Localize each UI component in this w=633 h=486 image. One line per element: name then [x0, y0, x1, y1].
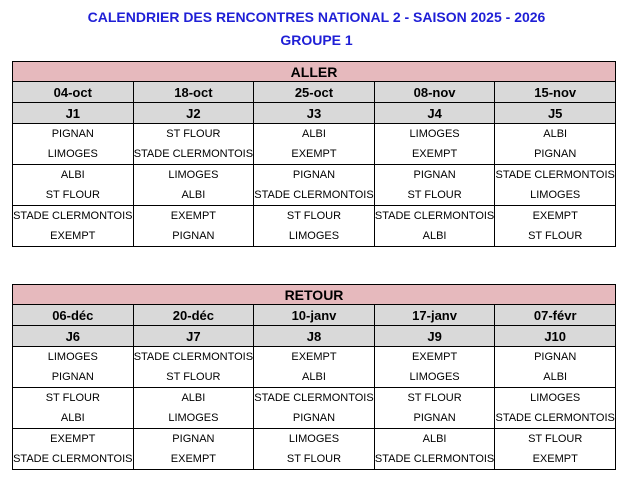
home-team: PIGNAN: [51, 128, 94, 140]
matchday-cell: J2: [133, 103, 254, 124]
match-cell: [495, 388, 616, 429]
match-cell: [133, 124, 254, 165]
home-team: PIGNAN: [292, 169, 336, 181]
home-team: LIMOGES: [288, 433, 340, 445]
match-cell: [13, 124, 134, 165]
date-cell: 04-oct: [13, 82, 134, 103]
match-cell: [495, 429, 616, 470]
home-team: STADE CLERMONTOIS: [13, 210, 133, 222]
away-team: LIMOGES: [530, 189, 581, 201]
home-team: STADE CLERMONTOIS: [133, 351, 254, 363]
away-team: EXEMPT: [411, 148, 458, 160]
away-team: PIGNAN: [413, 412, 456, 424]
home-team: ALBI: [181, 392, 206, 404]
home-team: LIMOGES: [47, 351, 98, 363]
home-team: PIGNAN: [413, 169, 456, 181]
away-team: ALBI: [422, 230, 447, 242]
home-team: ALBI: [60, 169, 85, 181]
matchday-cell: J3: [254, 103, 375, 124]
match-cell: [374, 347, 495, 388]
date-cell: 08-nov: [374, 82, 495, 103]
home-team: LIMOGES: [530, 392, 581, 404]
home-team: PIGNAN: [172, 433, 215, 445]
home-team: LIMOGES: [168, 169, 219, 181]
away-team: PIGNAN: [172, 230, 215, 242]
date-cell: 18-oct: [133, 82, 254, 103]
away-team: LIMOGES: [409, 371, 460, 383]
home-team: STADE CLERMONTOIS: [495, 169, 615, 181]
aller-schedule-table: [12, 61, 616, 247]
home-team: STADE CLERMONTOIS: [374, 210, 495, 222]
matchday-cell: J9: [374, 326, 495, 347]
phase-header-aller: ALLER: [13, 62, 616, 82]
away-team: LIMOGES: [288, 230, 340, 242]
home-team: EXEMPT: [411, 351, 458, 363]
date-cell: 10-janv: [254, 305, 375, 326]
home-team: ST FLOUR: [286, 210, 342, 222]
home-team: EXEMPT: [291, 351, 337, 363]
away-team: STADE CLERMONTOIS: [133, 148, 254, 160]
home-team: ALBI: [302, 128, 326, 140]
match-cell: [254, 206, 375, 247]
home-team: EXEMPT: [170, 210, 216, 222]
match-row: [13, 206, 616, 247]
match-cell: [254, 124, 375, 165]
home-team: ST FLOUR: [528, 433, 583, 445]
home-team: PIGNAN: [534, 351, 577, 363]
match-cell: [13, 206, 134, 247]
match-cell: [13, 429, 134, 470]
away-team: PIGNAN: [534, 148, 577, 160]
date-cell: 07-févr: [495, 305, 616, 326]
match-cell: [133, 429, 254, 470]
match-row: [13, 124, 616, 165]
matchday-cell: J7: [133, 326, 254, 347]
away-team: ST FLOUR: [528, 230, 583, 242]
away-team: LIMOGES: [47, 148, 98, 160]
phase-header-retour: RETOUR: [13, 285, 616, 305]
matchday-cell: J6: [13, 326, 134, 347]
home-team: STADE CLERMONTOIS: [254, 392, 374, 404]
away-team: ST FLOUR: [286, 453, 342, 465]
home-team: ALBI: [422, 433, 447, 445]
match-cell: [495, 124, 616, 165]
retour-schedule-table: [12, 284, 616, 470]
match-row: [13, 347, 616, 388]
group-subtitle: GROUPE 1: [280, 32, 353, 48]
matchday-cell: J5: [495, 103, 616, 124]
match-cell: [133, 388, 254, 429]
match-cell: [13, 388, 134, 429]
match-cell: [495, 347, 616, 388]
away-team: EXEMPT: [50, 230, 96, 242]
match-cell: [13, 165, 134, 206]
away-team: PIGNAN: [292, 412, 336, 424]
match-cell: [374, 206, 495, 247]
date-cell: 17-janv: [374, 305, 495, 326]
away-team: STADE CLERMONTOIS: [13, 453, 133, 465]
match-cell: [254, 347, 375, 388]
match-cell: [254, 165, 375, 206]
match-cell: [374, 124, 495, 165]
home-team: ST FLOUR: [407, 392, 462, 404]
match-cell: [374, 429, 495, 470]
away-team: STADE CLERMONTOIS: [374, 453, 495, 465]
match-cell: [133, 347, 254, 388]
home-team: ST FLOUR: [166, 128, 221, 140]
page-title: CALENDRIER DES RENCONTRES NATIONAL 2 - SAISON 2025 - 2026: [87, 9, 546, 25]
home-team: ST FLOUR: [45, 392, 100, 404]
away-team: ALBI: [543, 371, 568, 383]
matchday-cell: J10: [495, 326, 616, 347]
away-team: ALBI: [181, 189, 206, 201]
home-team: EXEMPT: [50, 433, 96, 445]
match-cell: [133, 206, 254, 247]
date-cell: 06-déc: [13, 305, 134, 326]
match-cell: [133, 165, 254, 206]
away-team: ST FLOUR: [166, 371, 221, 383]
match-cell: [374, 165, 495, 206]
away-team: EXEMPT: [291, 148, 337, 160]
home-team: LIMOGES: [409, 128, 460, 140]
away-team: STADE CLERMONTOIS: [254, 189, 374, 201]
matchday-cell: J4: [374, 103, 495, 124]
away-team: EXEMPT: [532, 453, 578, 465]
away-team: LIMOGES: [168, 412, 219, 424]
home-team: ALBI: [543, 128, 568, 140]
match-cell: [254, 388, 375, 429]
match-cell: [13, 347, 134, 388]
away-team: PIGNAN: [51, 371, 94, 383]
date-cell: 15-nov: [495, 82, 616, 103]
away-team: ST FLOUR: [407, 189, 462, 201]
away-team: EXEMPT: [170, 453, 216, 465]
match-cell: [374, 388, 495, 429]
away-team: ST FLOUR: [45, 189, 100, 201]
away-team: ALBI: [302, 371, 326, 383]
matchday-cell: J1: [13, 103, 134, 124]
away-team: STADE CLERMONTOIS: [495, 412, 615, 424]
match-cell: [254, 429, 375, 470]
date-cell: 20-déc: [133, 305, 254, 326]
away-team: ALBI: [60, 412, 85, 424]
match-cell: [495, 165, 616, 206]
date-cell: 25-oct: [254, 82, 375, 103]
home-team: EXEMPT: [532, 210, 578, 222]
match-row: [13, 429, 616, 470]
matchday-cell: J8: [254, 326, 375, 347]
match-row: [13, 388, 616, 429]
match-cell: [495, 206, 616, 247]
match-row: [13, 165, 616, 206]
